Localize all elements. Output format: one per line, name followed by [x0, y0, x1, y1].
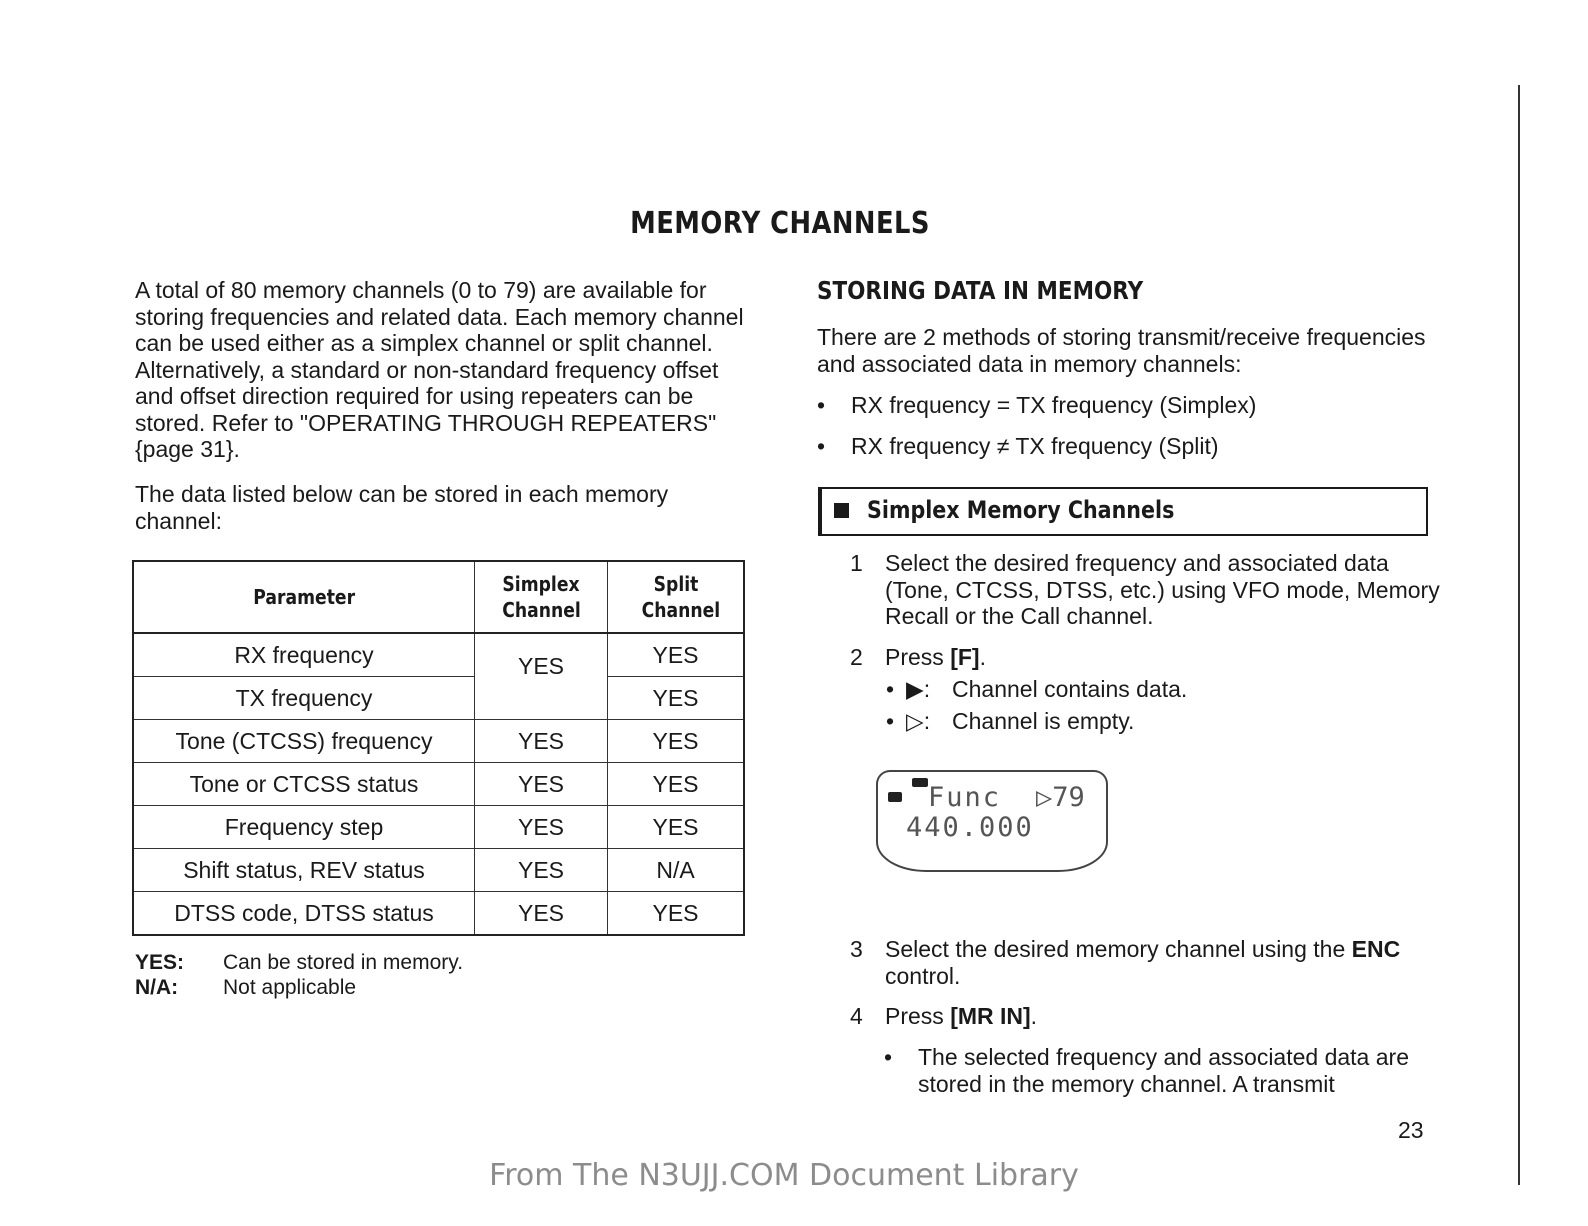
table-row: [133, 849, 744, 892]
method-item: [817, 392, 1417, 420]
section-box: [818, 487, 1428, 536]
row-split: YES: [608, 892, 745, 936]
step-2-sub: [886, 676, 1286, 704]
row-parameter: Tone (CTCSS) frequency: [133, 720, 475, 763]
method-text: RX frequency ≠ TX frequency (Split): [851, 433, 1219, 459]
bullet-dot: •: [817, 433, 826, 459]
table-row: [133, 677, 744, 720]
step-number: 3: [850, 936, 863, 962]
row-split: YES: [608, 633, 745, 677]
square-bullet-icon: [834, 503, 849, 518]
row-split: YES: [608, 677, 745, 720]
bullet-dot: •: [886, 708, 895, 734]
lcd-line1: Func: [928, 782, 1002, 813]
row-simplex: YES: [475, 633, 608, 720]
legend-na: [135, 975, 635, 1000]
row-simplex: YES: [475, 892, 608, 936]
bullet-dot: •: [884, 1044, 893, 1070]
row-parameter: DTSS code, DTSS status: [133, 892, 475, 936]
row-split: YES: [608, 806, 745, 849]
table-row: [133, 892, 744, 936]
empty-triangle-icon: ▷:: [906, 708, 931, 734]
bullet-dot: •: [817, 392, 826, 418]
row-parameter: TX frequency: [133, 677, 475, 720]
table-header-row: [133, 561, 744, 633]
step-text: Select the desired frequency and associated data (Tone, CTCSS, DTSS, etc.) using VFO mode, Memory Recall or the Call channel.: [885, 550, 1440, 629]
row-parameter: Tone or CTCSS status: [133, 763, 475, 806]
row-parameter: Shift status, REV status: [133, 849, 475, 892]
intro-paragraph: A total of 80 memory channels (0 to 79) are available for storing frequencies and related data. Each memory channel can be used either as a simplex channel or split channel. Alternatively, a standard or non-standard frequency offset and offset direction required for using repeaters can be stored. Refer to "OPERATING THROUGH REPEATERS" {page 31}.: [135, 277, 744, 462]
row-simplex: YES: [475, 849, 608, 892]
step-text: Press [F].: [885, 644, 986, 670]
row-simplex: YES: [475, 763, 608, 806]
table-row: [133, 633, 744, 677]
sub-text: Channel is empty.: [952, 708, 1135, 734]
row-simplex: YES: [475, 806, 608, 849]
data-listed-paragraph: The data listed below can be stored in each memory channel:: [135, 481, 669, 534]
lcd-frequency: 440.000: [906, 812, 1034, 843]
lcd-indicator-icon: [912, 778, 928, 787]
method-item: [817, 433, 1417, 461]
methods-intro: There are 2 methods of storing transmit/receive frequencies and associated data in memory channels:: [817, 324, 1426, 377]
row-split: YES: [608, 720, 745, 763]
storing-heading: STORING DATA IN MEMORY: [817, 276, 1144, 305]
legend-key: N/A:: [135, 976, 179, 999]
bullet-dot: •: [886, 676, 895, 702]
filled-triangle-icon: ▶:: [906, 676, 931, 702]
parameter-table: [132, 560, 745, 936]
header-simplex: Simplex Channel: [475, 561, 608, 633]
step-1: [850, 550, 1450, 630]
table-row: [133, 806, 744, 849]
step-2: [850, 644, 1450, 672]
step-2-sub: [886, 708, 1286, 736]
header-parameter: Parameter: [133, 561, 475, 633]
legend-value: Can be stored in memory.: [223, 951, 464, 974]
step-4: [850, 1003, 1450, 1031]
method-text: RX frequency = TX frequency (Simplex): [851, 392, 1257, 418]
page-number: 23: [1398, 1117, 1424, 1143]
step-text: Press [MR IN].: [885, 1003, 1038, 1029]
row-simplex: YES: [475, 720, 608, 763]
lcd-channel: ▷79: [1036, 782, 1085, 813]
header-split: Split Channel: [608, 561, 745, 633]
row-split: YES: [608, 763, 745, 806]
row-parameter: RX frequency: [133, 633, 475, 677]
lcd-indicator-icon: [888, 792, 902, 802]
section-title: Simplex Memory Channels: [867, 496, 1175, 524]
footer-watermark: From The N3UJJ.COM Document Library: [489, 1158, 1079, 1193]
row-split: N/A: [608, 849, 745, 892]
step-text: Select the desired memory channel using the ENC control.: [885, 936, 1401, 989]
row-parameter: Frequency step: [133, 806, 475, 849]
legend-yes: [135, 950, 635, 975]
legend-key: YES:: [135, 951, 185, 974]
step-number: 2: [850, 644, 863, 670]
page-edge-rule: [1518, 85, 1520, 1185]
step-number: 4: [850, 1003, 863, 1029]
sub-text: The selected frequency and associated data are stored in the memory channel. A transmit: [918, 1044, 1409, 1097]
step-4-sub: [884, 1044, 1444, 1100]
page-title: MEMORY CHANNELS: [630, 206, 930, 241]
step-3: [850, 936, 1450, 992]
table-row: [133, 763, 744, 806]
legend-value: Not applicable: [223, 976, 357, 999]
step-number: 1: [850, 550, 863, 576]
table-row: [133, 720, 744, 763]
sub-text: Channel contains data.: [952, 676, 1188, 702]
